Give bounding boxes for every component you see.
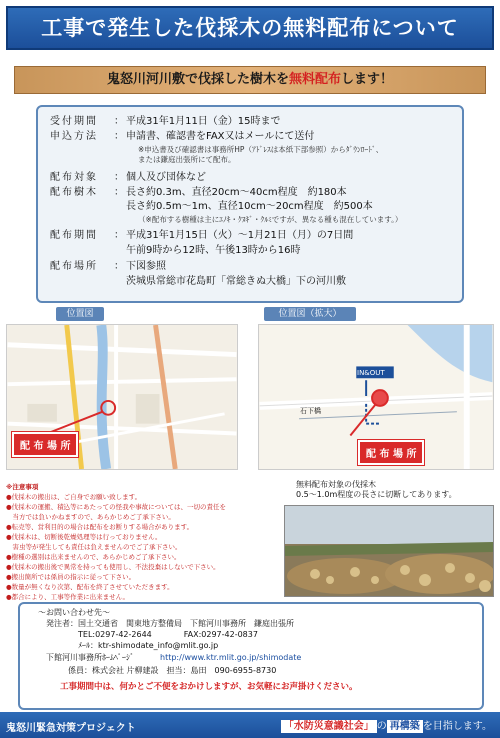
- contact-box: [18, 602, 484, 710]
- method-note-1: ※申込書及び確認書は事務所HP（ｱﾄﾞﾚｽは本紙下部参照）からﾀﾞｳﾝﾛｰﾄﾞ、: [138, 145, 384, 154]
- logs-photo-graphic: [285, 506, 494, 597]
- info-row-place: 配布場所 ： 下図参照: [50, 261, 166, 272]
- caution-item: 害虫等が発生しても責任は負えませんのでご了承下さい。: [6, 543, 182, 551]
- method-note-2: または鎌庭出張所にて配布。: [138, 155, 236, 164]
- homepage-link[interactable]: http://www.ktr.mlit.go.jp/shimodate: [160, 653, 302, 662]
- caution-item: ●伐採木は、切断後乾燥処理等は行っておりません。: [6, 533, 162, 541]
- caution-item: ●搬出箇所では係員の指示に従って下さい。: [6, 573, 136, 581]
- place-value-2: 茨城県常総市花島町「常総きぬ大橋」下の河川敷: [126, 276, 346, 287]
- headline-banner: [14, 66, 486, 94]
- map-tag-left: 位置図: [56, 307, 104, 321]
- logs-photo: [284, 505, 494, 597]
- banner-text-pre: 鬼怒川河川敷で伐採した樹木を: [106, 72, 289, 87]
- caution-item: ●都合により、工事等作業に出来ません。: [6, 593, 130, 601]
- contact-staff: 係員：株式会社 片柳建設 担当：島田 090-6955-8730: [68, 666, 277, 675]
- method-label: 申込方法: [50, 131, 98, 142]
- distribution-site-callout-left: 配 布 場 所: [12, 432, 78, 457]
- trees-note: （※配布する樹種は主にｴﾉｷ・ｸﾇｷﾞ・ｸﾙﾐですが、異なる種も混在しています。）: [138, 215, 403, 224]
- info-row-method: 申込方法 ： 申請書、確認書をFAX又はメールにて送付: [50, 131, 315, 142]
- info-box: [36, 105, 464, 303]
- dates-value-2: 午前9時から12時、午後13時から16時: [126, 245, 301, 256]
- footer-slogan-box: 「水防災意識社会」: [281, 720, 377, 733]
- footer-slogan-box2: 再構築: [387, 720, 423, 733]
- caution-item: ●数量が無くなり次第、配布を終了させていただきます。: [6, 583, 174, 591]
- place-value-1: 下図参照: [126, 261, 166, 272]
- distribution-site-callout-right: 配 布 場 所: [358, 440, 424, 465]
- contact-phone-fax: TEL:0297-42-2644 FAX:0297-42-0837: [78, 630, 258, 639]
- footer-slogan-end: を目指します。: [422, 721, 492, 732]
- caution-item: ●伐採木の搬出後で異常を持っても使用し、不法投棄はしないで下さい。: [6, 563, 220, 571]
- caution-item: ●転売等、営利目的の場合は配布をお断りする場合があります。: [6, 523, 194, 531]
- info-row-period: 受付期間 ： 平成31年1月11日（金）15時まで: [50, 116, 281, 127]
- footer-slogan-mid: の: [376, 721, 387, 732]
- cautions-list: [6, 482, 266, 602]
- place-label: 配布場所: [50, 261, 98, 272]
- dates-label: 配布期間: [50, 230, 98, 241]
- footer-project-name: 鬼怒川緊急対策プロジェクト: [6, 723, 136, 734]
- cautions-heading: ※注意事項: [6, 483, 39, 491]
- target-value: 個人及び団体など: [126, 172, 206, 183]
- method-value: 申請書、確認書をFAX又はメールにて送付: [126, 131, 315, 142]
- info-row-target: 配布対象 ： 個人及び団体など: [50, 172, 206, 183]
- period-label: 受付期間: [50, 116, 98, 127]
- road-label: 石下橋: [300, 407, 321, 415]
- in-out-label: IN&OUT: [357, 369, 385, 377]
- caution-item: ●伐採木の運搬、積込等にあたっての怪我や事故については、一切の責任を: [6, 503, 227, 511]
- trees-value-2: 長さ約0.5m～1m、直径10cm～20cm程度 約500本: [126, 201, 373, 212]
- footer-slogan: [281, 717, 492, 732]
- contact-email: ﾒｰﾙ：ktr-shimodate_info@mlit.go.jp: [78, 641, 219, 650]
- target-label: 配布対象: [50, 172, 98, 183]
- banner-text-post: します！: [341, 72, 394, 87]
- caution-item: ●伐採木の搬出は、ご自身でお願い致します。: [6, 493, 142, 501]
- banner-highlight: 無料配布: [288, 72, 341, 87]
- contact-heading: ～お問い合わせ先～: [38, 608, 110, 617]
- map-tag-right: 位置図（拡大）: [264, 307, 356, 321]
- caution-item: ●樹種の選別は出来ませんので、あらかじめご了承下さい。: [6, 553, 181, 561]
- trees-value-1: 長さ約0.3m、直径20cm～40cm程度 約180本: [126, 187, 347, 198]
- dates-value-1: 平成31年1月15日（火）～1月21日（月）の7日間: [126, 230, 354, 241]
- period-value: 平成31年1月11日（金）15時まで: [126, 116, 281, 127]
- info-row-trees: 配布樹木 ： 長さ約0.3m、直径20cm～40cm程度 約180本: [50, 187, 347, 198]
- info-row-dates: 配布期間 ： 平成31年1月15日（火）～1月21日（月）の7日間: [50, 230, 354, 241]
- contact-orderer: 発注者：国土交通省 関東地方整備局 下館河川事務所 鎌庭出張所: [46, 619, 294, 628]
- contact-apology: 工事期間中は、何かとご不便をおかけしますが、お気軽にお声掛けください。: [60, 682, 358, 692]
- trees-label: 配布樹木: [50, 187, 98, 198]
- caution-item: 当方では負いかねますので、あらかじめご了承下さい。: [6, 513, 175, 521]
- page-title: 工事で発生した伐採木の無料配布について: [6, 6, 494, 50]
- photo-caption: 無料配布対象の伐採木 0.5～1.0m程度の長さに切断してあります。: [296, 480, 457, 499]
- footer-bar: [0, 712, 500, 738]
- contact-homepage-label: 下館河川事務所ﾎｰﾑﾍﾟｰｼﾞ: [46, 653, 134, 662]
